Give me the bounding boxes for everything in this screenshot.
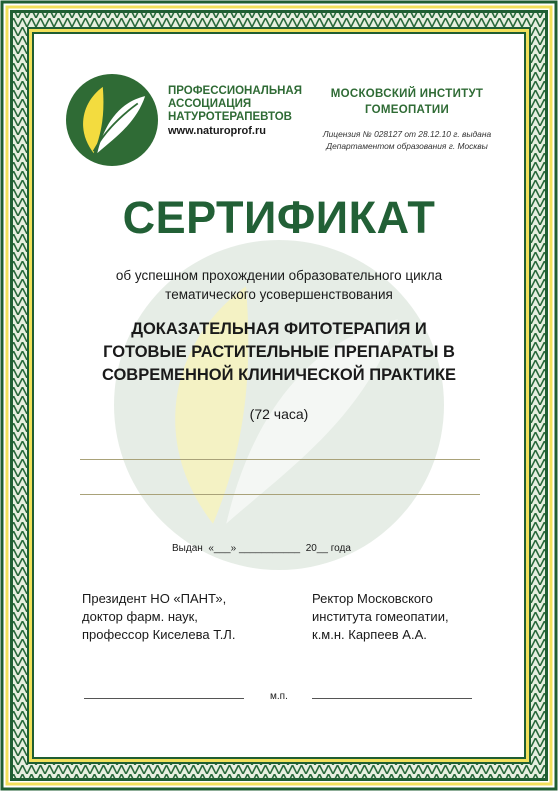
signature-right-line: к.м.н. Карпеев А.А. [312,627,427,642]
institute-name [312,86,502,118]
association-logo-icon [66,74,158,166]
issued-year: 20__ года [305,543,351,554]
course-title [0,318,558,387]
association-line: ПРОФЕССИОНАЛЬНАЯ [168,85,302,97]
certificate-title: СЕРТИФИКАТ [122,192,436,243]
subtitle-line: об успешном прохождении образовательного цикла [115,268,443,283]
institute-name-line: ГОМЕОПАТИИ [364,104,450,116]
signature-left-line: профессор Киселева Т.Л. [82,627,236,642]
signature-left-line: доктор фарм. наук, [82,609,198,624]
signature-right-line: института гомеопатии, [312,609,449,624]
course-line: ДОКАЗАТЕЛЬНАЯ ФИТОТЕРАПИЯ И [131,320,427,338]
stamp-label: м.п. [270,691,288,702]
issued-day: «___» [208,543,237,554]
signature-right [312,590,449,644]
certificate-subtitle [0,266,558,304]
course-line: СОВРЕМЕННОЙ КЛИНИЧЕСКОЙ ПРАКТИКЕ [101,366,457,384]
association-line: НАТУРОТЕРАПЕВТОВ [168,111,292,123]
recipient-name-line [80,459,480,460]
signature-right-line-rule [312,698,472,699]
association-name [168,85,308,138]
signature-right-line: Ректор Московского [312,591,433,606]
signature-left-line-rule [84,698,244,699]
recipient-name-line-2 [80,494,480,495]
issued-month: ___________ [238,543,301,554]
association-line: АССОЦИАЦИЯ [168,98,252,110]
institute-block [312,86,502,152]
institute-license [312,128,502,152]
signature-left-line: Президент НО «ПАНТ», [82,591,227,606]
subtitle-line: тематического усовершенствования [165,287,393,302]
course-hours: (72 часа) [249,406,309,422]
institute-name-line: МОСКОВСКИЙ ИНСТИТУТ [330,88,484,100]
issue-date [172,543,351,554]
issued-label: Выдан [172,543,203,554]
association-website: www.naturoprof.ru [168,125,266,137]
course-line: ГОТОВЫЕ РАСТИТЕЛЬНЫЕ ПРЕПАРАТЫ В [103,343,455,361]
signature-left [82,590,235,644]
license-line: Департаментом образования г. Москвы [326,141,488,151]
license-line: Лицензия № 028127 от 28.12.10 г. выдана [322,129,492,139]
